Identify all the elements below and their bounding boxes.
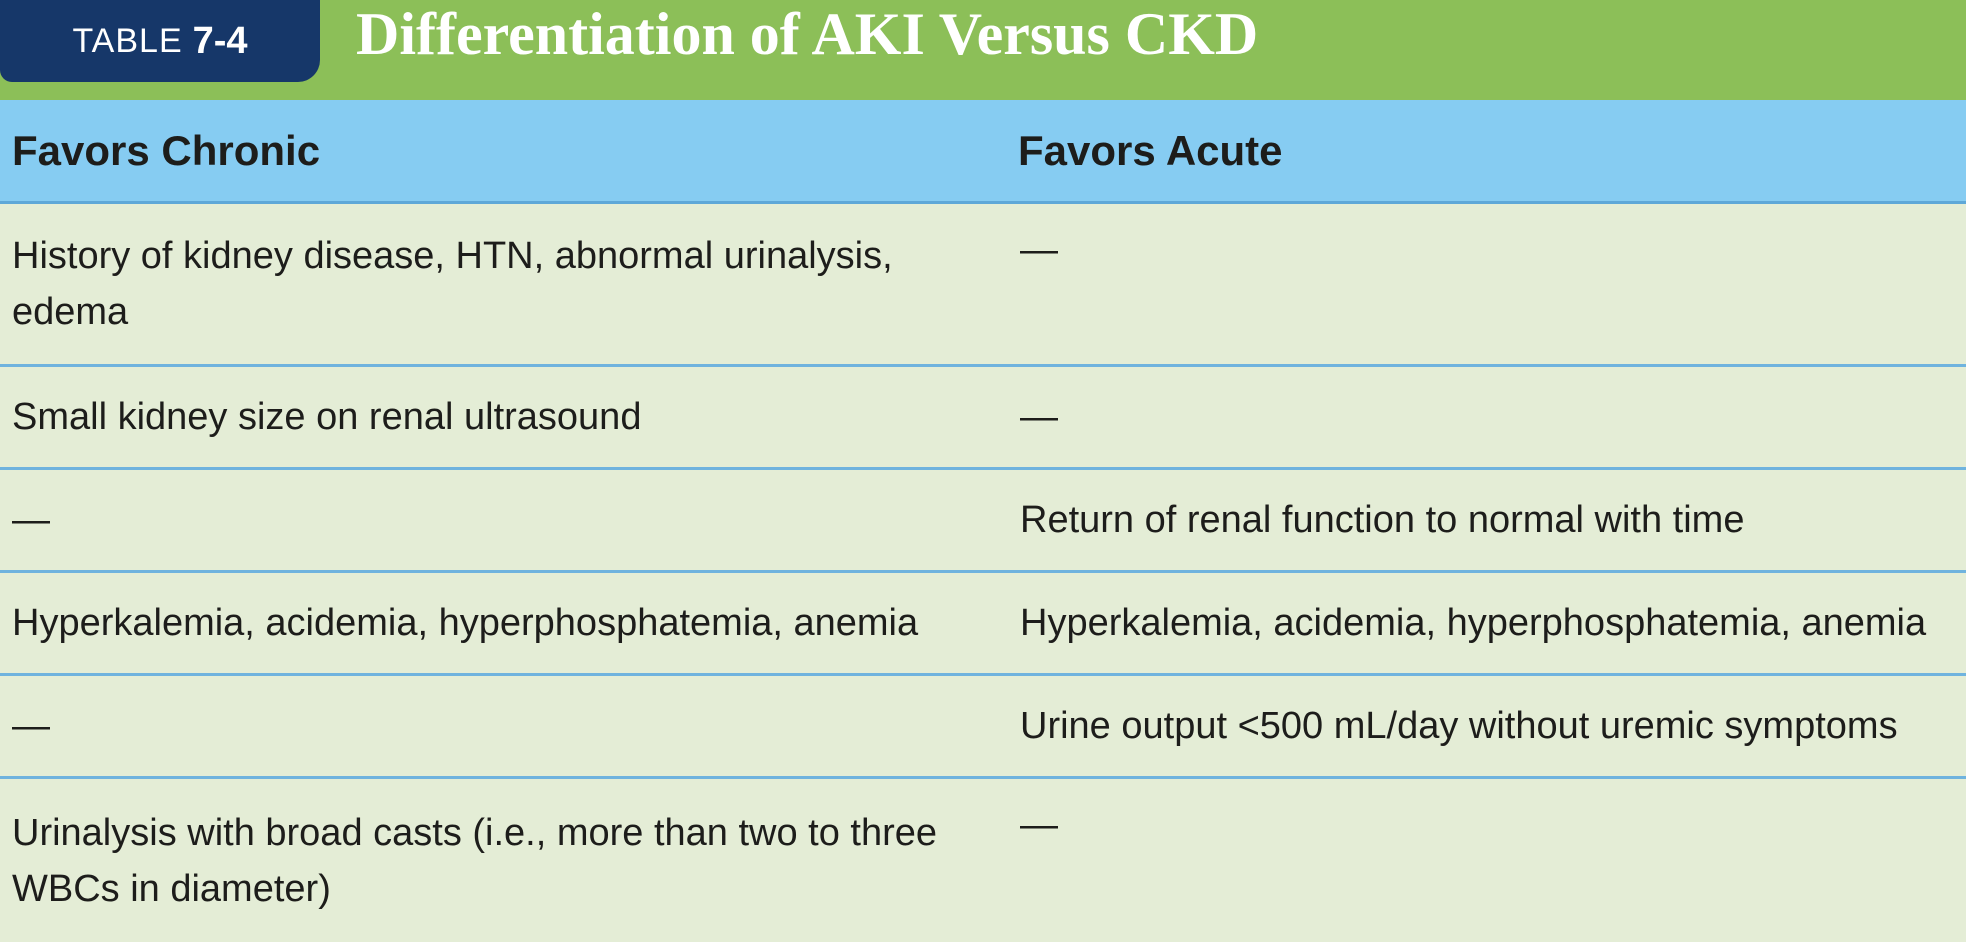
table-row: [0, 675, 1966, 778]
cell-acute: —: [1006, 203, 1966, 366]
table-row: [0, 366, 1966, 469]
cell-acute: Urine output <500 mL/day without uremic symptoms: [1006, 675, 1966, 778]
cell-acute: Hyperkalemia, acidemia, hyperphosphatemia, anemia: [1006, 572, 1966, 675]
column-header-row: [0, 100, 1966, 203]
table-title: Differentiation of AKI Versus CKD: [356, 2, 1258, 66]
table-row: [0, 778, 1966, 942]
cell-chronic: Hyperkalemia, acidemia, hyperphosphatemia, anemia: [0, 572, 1006, 675]
cell-chronic: Urinalysis with broad casts (i.e., more than two to three WBCs in diameter): [0, 778, 1006, 942]
badge-label: TABLE: [72, 22, 182, 61]
cell-chronic: History of kidney disease, HTN, abnormal urinalysis, edema: [0, 203, 1006, 366]
table-row: [0, 572, 1966, 675]
table-row: [0, 469, 1966, 572]
cell-acute: —: [1006, 366, 1966, 469]
badge-number: 7-4: [193, 20, 248, 63]
table-header-bar: [0, 0, 1966, 100]
table-row: [0, 203, 1966, 366]
cell-chronic: —: [0, 675, 1006, 778]
comparison-table: [0, 100, 1966, 942]
column-header-chronic: Favors Chronic: [0, 100, 1006, 203]
column-header-acute: Favors Acute: [1006, 100, 1966, 203]
cell-chronic: —: [0, 469, 1006, 572]
cell-acute: —: [1006, 778, 1966, 942]
cell-chronic: Small kidney size on renal ultrasound: [0, 366, 1006, 469]
cell-acute: Return of renal function to normal with time: [1006, 469, 1966, 572]
table-number-badge: [0, 0, 320, 82]
